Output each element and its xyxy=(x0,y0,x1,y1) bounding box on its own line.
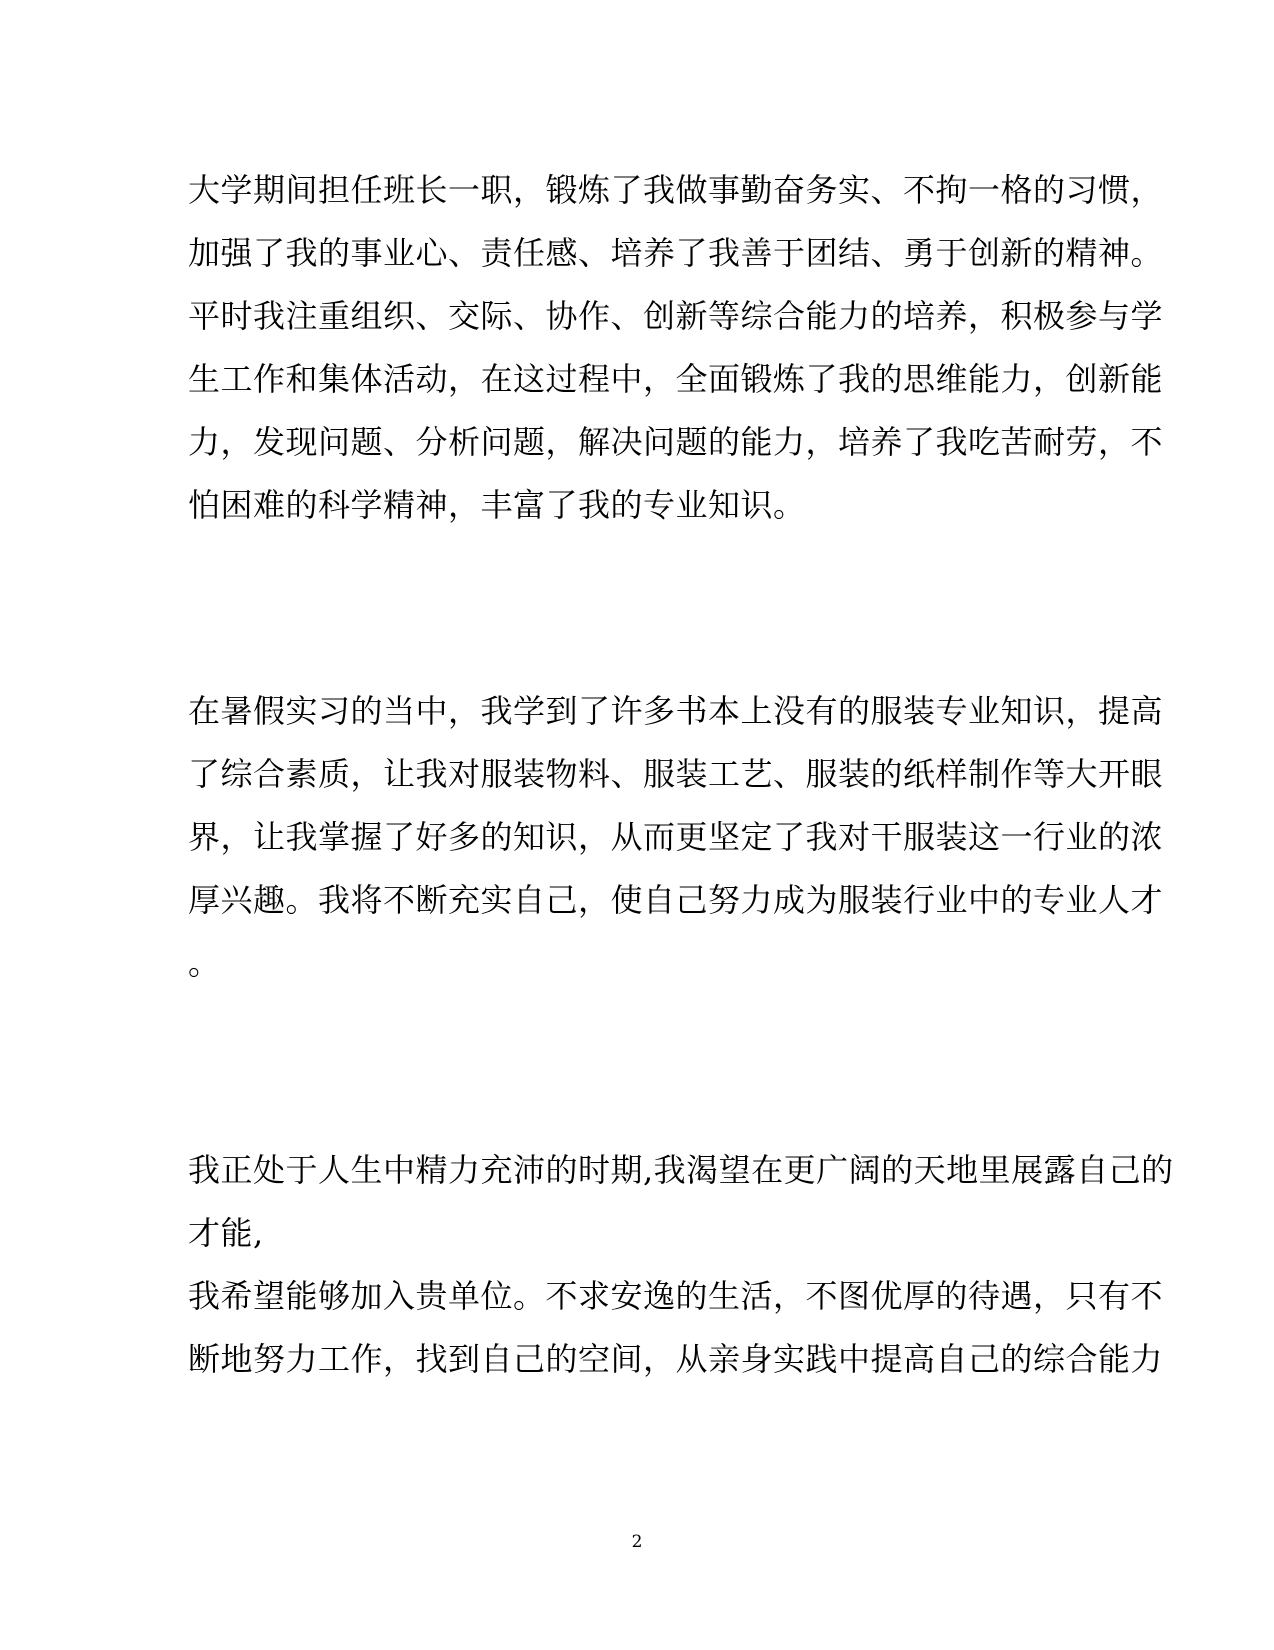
paragraph-1-line-5: 力，发现问题、分析问题，解决问题的能力，培养了我吃苦耐劳，不 xyxy=(188,423,1164,461)
paragraph-2-line-4: 厚兴趣。我将不断充实自己，使自己努力成为服装行业中的专业人才 xyxy=(188,881,1164,919)
paragraph-1-line-4: 生工作和集体活动，在这过程中，全面锻炼了我的思维能力，创新能 xyxy=(188,360,1164,398)
page-number: 2 xyxy=(631,1532,643,1552)
paragraph-1-line-3: 平时我注重组织、交际、协作、创新等综合能力的培养，积极参与学 xyxy=(188,297,1164,335)
paragraph-2-line-2: 了综合素质，让我对服装物料、服装工艺、服装的纸样制作等大开眼 xyxy=(188,755,1164,793)
paragraph-2-line-5: 。 xyxy=(188,944,221,982)
paragraph-2-line-1: 在暑假实习的当中，我学到了许多书本上没有的服装专业知识，提高 xyxy=(188,692,1164,730)
paragraph-1-line-2: 加强了我的事业心、责任感、培养了我善于团结、勇于创新的精神。 xyxy=(188,234,1164,272)
paragraph-3-line-3: 我希望能够加入贵单位。不求安逸的生活，不图优厚的待遇，只有不 xyxy=(188,1277,1164,1315)
paragraph-1-line-1: 大学期间担任班长一职，锻炼了我做事勤奋务实、不拘一格的习惯， xyxy=(188,171,1164,209)
paragraph-3-line-2: 才能, xyxy=(188,1214,264,1252)
paragraph-2-line-3: 界，让我掌握了好多的知识，从而更坚定了我对干服装这一行业的浓 xyxy=(188,818,1164,856)
paragraph-3-line-1: 我正处于人生中精力充沛的时期,我渴望在更广阔的天地里展露自己的 xyxy=(188,1151,1174,1189)
paragraph-1-line-6: 怕困难的科学精神，丰富了我的专业知识。 xyxy=(188,486,806,524)
paragraph-3-line-4: 断地努力工作，找到自己的空间，从亲身实践中提高自己的综合能力 xyxy=(188,1340,1164,1378)
